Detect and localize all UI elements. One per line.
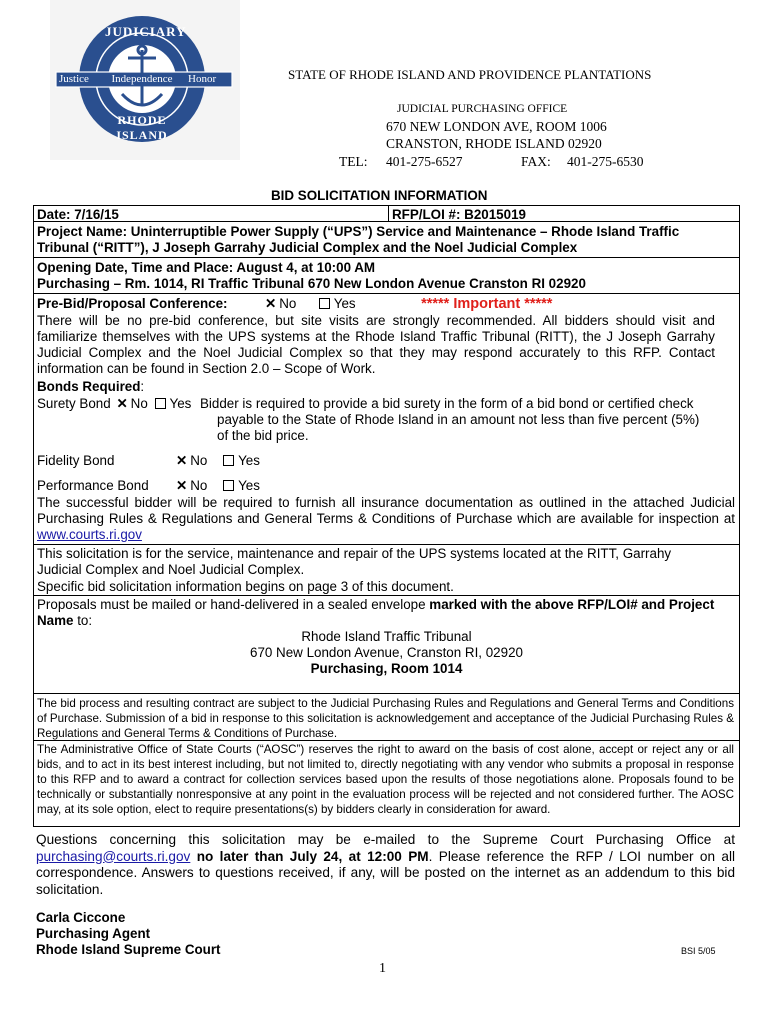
fax-label: FAX: xyxy=(521,154,551,169)
signature-name: Carla Ciccone xyxy=(36,910,126,925)
seal-top-text: JUDICIARY xyxy=(105,24,187,39)
x-mark-icon: ✕ xyxy=(116,396,128,411)
mailing-address-2: 670 New London Avenue, Cranston RI, 02920 xyxy=(250,645,523,660)
judiciary-seal xyxy=(50,0,240,160)
address-line-1: 670 NEW LONDON AVE, ROOM 1006 xyxy=(386,119,607,134)
x-mark-icon: ✕ xyxy=(176,453,188,468)
surety-yes-checkbox[interactable] xyxy=(155,398,166,409)
performance-options: ✕ No Yes xyxy=(176,478,260,493)
state-heading: STATE OF RHODE ISLAND AND PROVIDENCE PLANTATIONS xyxy=(288,67,652,82)
bonds-heading: Bonds Required: xyxy=(37,379,145,394)
seal-right-text: Honor xyxy=(188,73,217,85)
fax-number: 401-275-6530 xyxy=(567,154,644,169)
address-line-2: CRANSTON, RHODE ISLAND 02920 xyxy=(386,136,602,151)
seal-center-text: Independence xyxy=(111,73,173,85)
prebid-row xyxy=(37,296,737,312)
tel-label: TEL: xyxy=(339,154,368,169)
page-number: 1 xyxy=(379,961,386,976)
purchasing-email-link[interactable]: purchasing@courts.ri.gov xyxy=(36,848,191,864)
aosc-paragraph: The Administrative Office of State Courts (“AOSC”) reserves the right to award on the basis of cost alone, accept or reject any or all bids, and to act in its best interest including, but not limited to, directly negotiating with any vendor who submits a proposal in response to this RFP and to award a contract for collection services based upon the results of those negotiations alone. Proposals found to be technically or substantially nonresponsive at any point in the evaluation process will be rejected and not considered further. The AOSC may, at its sole option, elect to require presentations(s) by bidders clearly in consideration for award. xyxy=(37,743,734,816)
courts-website-link[interactable]: www.courts.ri.gov xyxy=(37,527,142,542)
surety-label: Surety Bond xyxy=(37,396,111,411)
office-heading: JUDICIAL PURCHASING OFFICE xyxy=(397,103,568,115)
questions-paragraph: Questions concerning this solicitation may be e-mailed to the Supreme Court Purchasing Office at purchasing@courts.ri.gov no later than July 24, at 12:00 PM. Please reference the RFP / LOI number on all correspondence. Answers to questions received, if any, will be posted on the internet as an addendum to this bid solicitation. xyxy=(36,832,735,897)
fidelity-label: Fidelity Bond xyxy=(37,453,115,468)
insurance-text: The successful bidder will be required to furnish all insurance documentation as outlined in the attached Judicial Purchasing Rules & Regulations and General Terms & Conditions of Purchase which are available for inspection at www.courts.ri.gov xyxy=(37,495,735,542)
surety-row: Surety Bond ✕ No Yes xyxy=(37,396,192,411)
mailing-address-3: Purchasing, Room 1014 xyxy=(310,661,463,676)
solicitation-scope: This solicitation is for the service, maintenance and repair of the UPS systems located at the RITT, Garrahy Judicial Complex and Noel Judicial Complex. xyxy=(37,546,672,577)
prebid-no: No xyxy=(279,296,297,311)
prebid-label: Pre-Bid/Proposal Conference: xyxy=(37,296,228,311)
solicitation-page-note: Specific bid solicitation information begins on page 3 of this document. xyxy=(37,579,454,594)
date-field: Date: 7/16/15 xyxy=(37,207,119,222)
prebid-yes: Yes xyxy=(333,296,356,311)
rfp-number: RFP/LOI #: B2015019 xyxy=(392,207,526,222)
project-name: Project Name: Uninterruptible Power Supply (“UPS”) Service and Maintenance – Rhode Island Traffic Tribunal (“RITT”), J Joseph Garrahy Judicial Complex and the Noel Judicial Complex xyxy=(37,224,680,255)
opening-place: Purchasing – Rm. 1014, RI Traffic Tribunal 670 New London Avenue Cranston RI 02920 xyxy=(37,276,586,291)
fidelity-options: ✕ No Yes xyxy=(176,453,260,468)
signature-org: Rhode Island Supreme Court xyxy=(36,942,221,957)
surety-text: Bidder is required to provide a bid surety in the form of a bid bond or certified check payable to the State of Rhode Island in an amount not less than five percent (5%) of the bid price. xyxy=(200,396,700,443)
performance-yes-checkbox[interactable] xyxy=(223,480,234,491)
tel-number: 401-275-6527 xyxy=(386,154,463,169)
x-mark-icon: ✕ xyxy=(264,296,277,311)
form-id: BSI 5/05 xyxy=(681,946,716,956)
prebid-yes-checkbox[interactable] xyxy=(319,298,330,309)
x-mark-icon: ✕ xyxy=(176,478,188,493)
opening-date: Opening Date, Time and Place: August 4, at 10:00 AM xyxy=(37,260,376,275)
seal-bottom-text: RHODE ISLAND xyxy=(116,113,168,142)
signature-title: Purchasing Agent xyxy=(36,926,151,941)
form-title: BID SOLICITATION INFORMATION xyxy=(271,188,488,203)
mailing-instructions: Proposals must be mailed or hand-delivered in a sealed envelope marked with the above RFP/LOI# and Project Name to: xyxy=(37,597,715,628)
prebid-text: There will be no pre-bid conference, but site visits are strongly recommended. All bidders should visit and familiarize themselves with the UPS systems at the Rhode Island Traffic Tribunal (RITT), the J Joseph Garrahy Judicial Complex and the Noel Judicial Complex so that they may respond accurately to this RFP. Contact information can be found in Section 2.0 – Scope of Work. xyxy=(37,313,715,376)
mailing-address-1: Rhode Island Traffic Tribunal xyxy=(301,629,472,644)
terms-paragraph: The bid process and resulting contract are subject to the Judicial Purchasing Rules and Regulations and General Terms and Conditions of Purchase. Submission of a bid in response to this solicitation is acknowledgement and acceptance of the Judicial Purchasing Rules & Regulations and General Terms & Conditions of Purchase. xyxy=(37,697,734,740)
performance-label: Performance Bond xyxy=(37,478,149,493)
seal-left-text: Justice xyxy=(59,73,89,85)
important-notice: ***** Important ***** xyxy=(421,296,553,312)
fidelity-yes-checkbox[interactable] xyxy=(223,455,234,466)
